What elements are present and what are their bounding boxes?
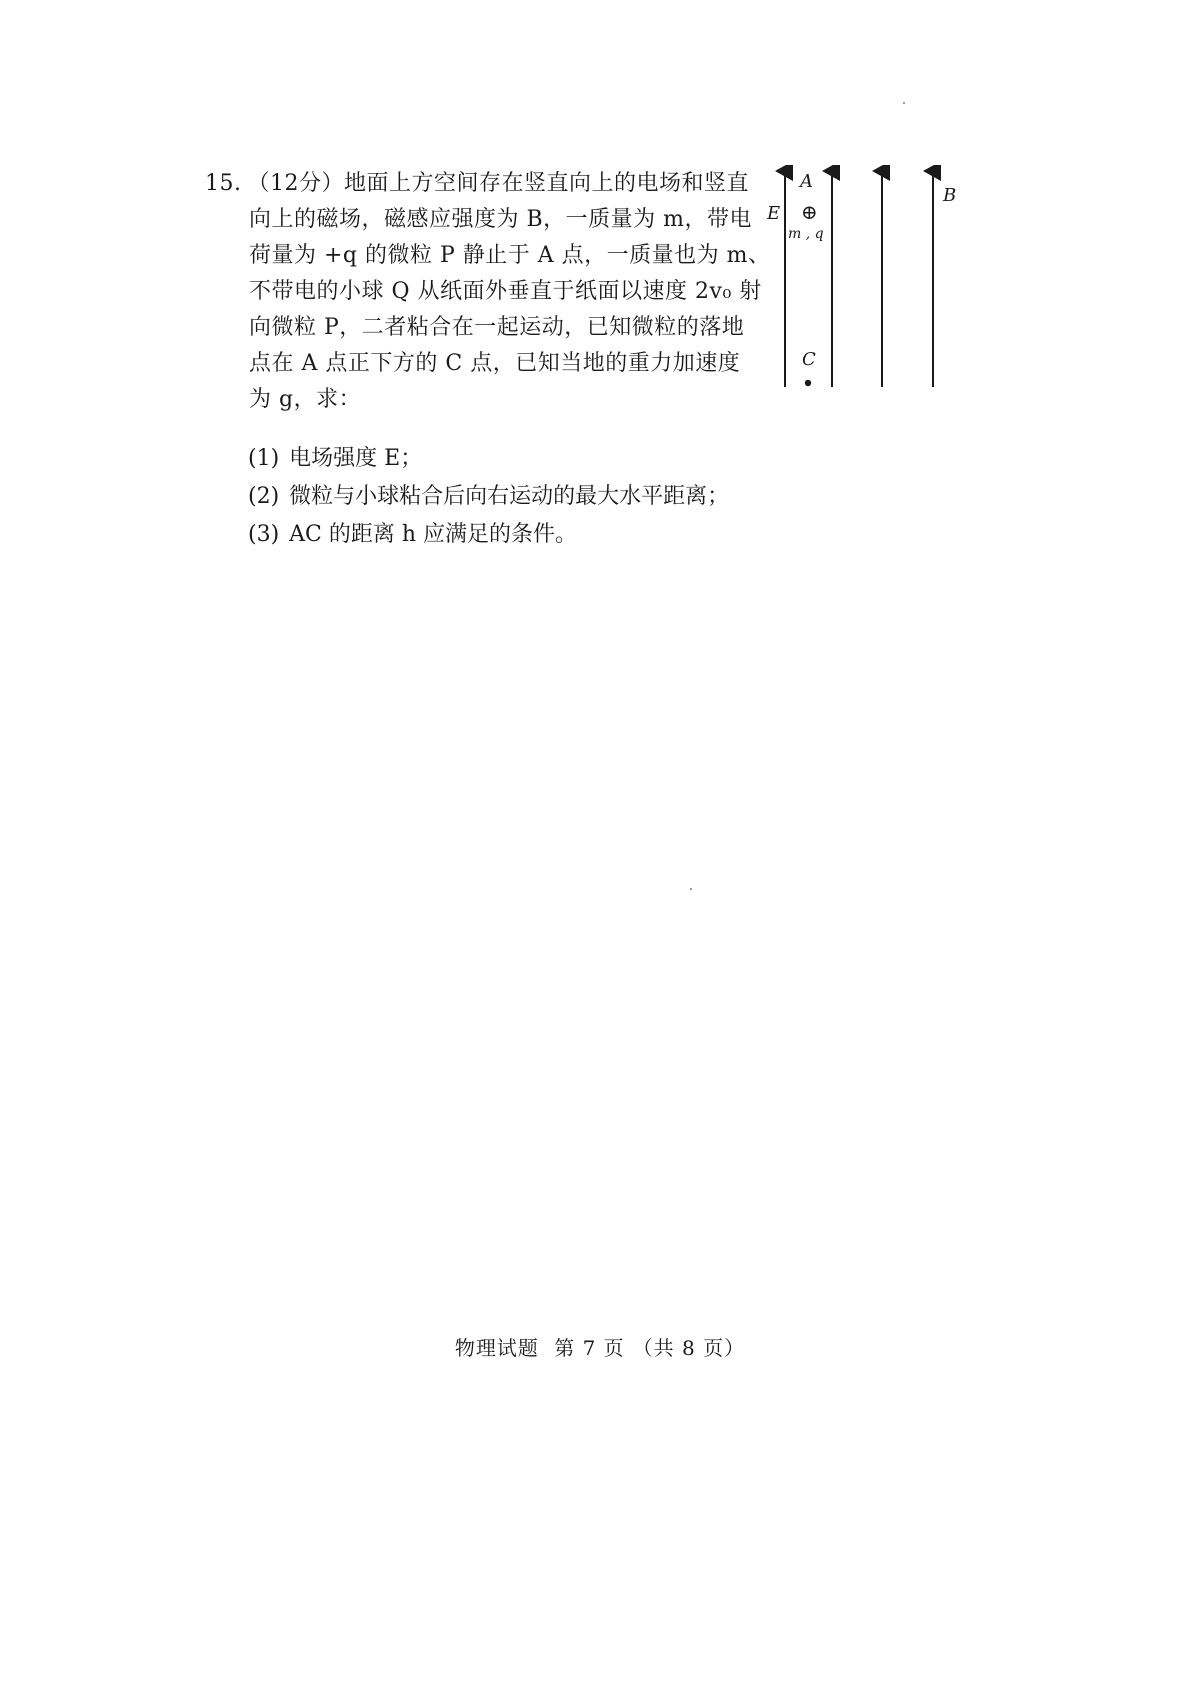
question-15 (205, 166, 771, 418)
label-a: A (800, 171, 813, 192)
question-text-line-6: 点在 A 点正下方的 C 点，已知当地的重力加速度 (249, 351, 741, 376)
label-b: B (943, 185, 957, 206)
question-text-line-2: 向上的磁场，磁感应强度为 B，一质量为 m，带电 (249, 207, 753, 232)
question-line (205, 166, 749, 202)
subquestion-list (248, 440, 768, 554)
subquestion-marker: (3) (248, 522, 280, 547)
subquestion-2 (248, 478, 768, 516)
particle-icon: ⊕ (801, 200, 818, 224)
footer-total-pages: （共 8 页） (632, 1336, 746, 1360)
subquestion-marker: (2) (248, 484, 280, 509)
point-c-dot (805, 380, 811, 386)
question-text-line-3: 荷量为 +q 的微粒 P 静止于 A 点，一质量也为 m、 (249, 243, 771, 268)
label-c: C (802, 349, 816, 370)
field-diagram (760, 165, 960, 395)
label-e: E (767, 203, 781, 224)
question-text-line-4: 不带电的小球 Q 从纸面外垂直于纸面以速度 2v₀ 射 (249, 279, 762, 304)
scan-speck (903, 102, 905, 104)
footer-page-number: 第 7 页 (554, 1336, 625, 1360)
subquestion-text: 电场强度 E； (289, 446, 423, 471)
footer-subject: 物理试题 (454, 1336, 539, 1360)
question-text-line-5: 向微粒 P，二者粘合在一起运动，已知微粒的落地 (249, 315, 745, 340)
scan-speck (690, 888, 692, 890)
page-footer (0, 1336, 1200, 1360)
question-text-line-7: 为 g，求： (249, 387, 362, 412)
field-lines-svg (760, 165, 960, 395)
question-text-line-1: （12分）地面上方空间存在竖直向上的电场和竖直 (247, 171, 749, 196)
subquestion-text: 微粒与小球粘合后向右运动的最大水平距离； (289, 484, 730, 509)
subquestion-3 (248, 516, 768, 554)
subquestion-marker: (1) (248, 446, 280, 471)
question-number: 15. (205, 171, 242, 196)
label-mass-charge: m , q (788, 226, 824, 242)
subquestion-text: AC 的距离 h 应满足的条件。 (289, 522, 578, 547)
subquestion-1 (248, 440, 768, 478)
